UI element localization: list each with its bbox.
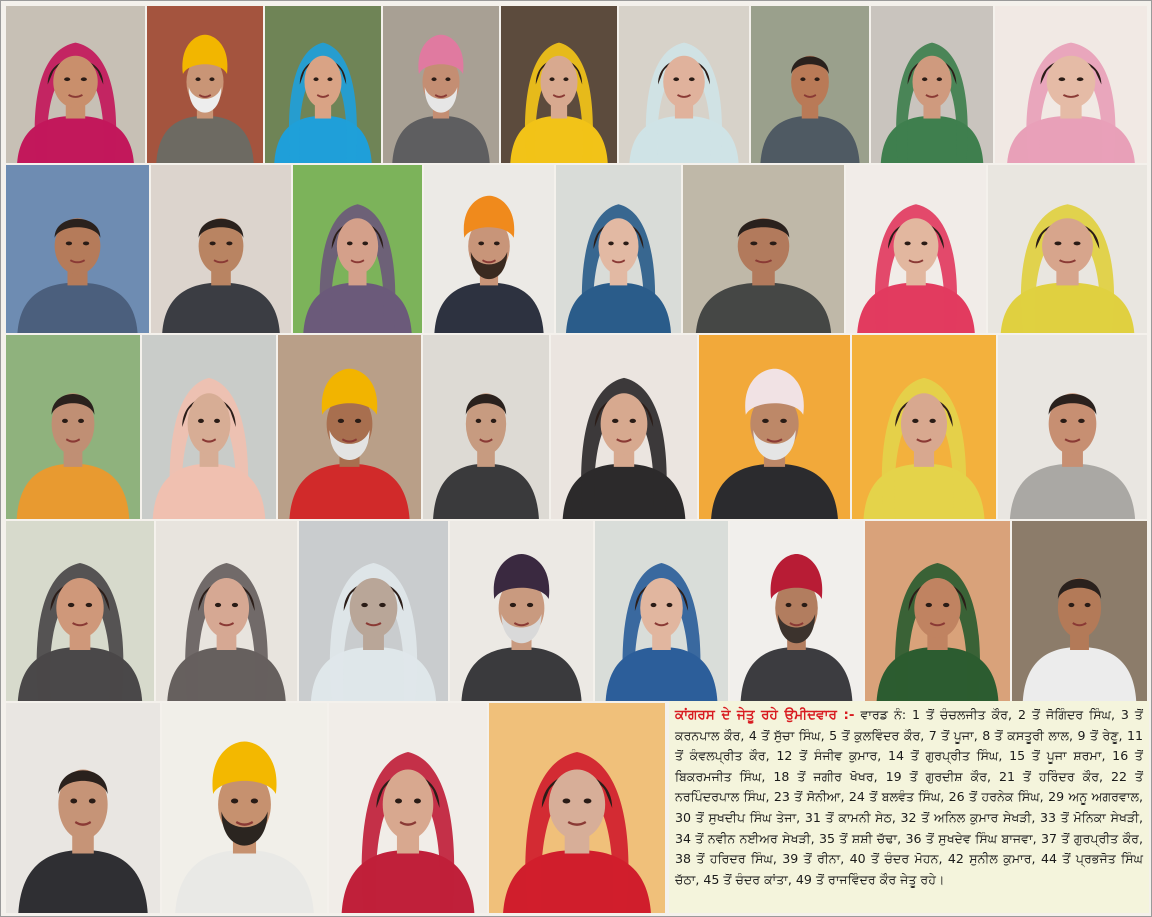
portrait-drawing [751,6,869,163]
candidate-photo [683,165,844,333]
portrait-drawing [871,6,993,163]
portrait-drawing [699,335,850,519]
candidate-photo [556,165,681,333]
caption-body: ਵਾਰਡ ਨੰ: 1 ਤੋਂ ਚੰਚਲਜੀਤ ਕੌਰ, 2 ਤੋਂ ਜੋਗਿੰਦਰ ਸਿੰਘ, 3 ਤੋਂ ਕਰਨਪਾਲ ਕੌਰ, 4 ਤੋਂ ਸੁੱਚਾ ਸਿੰਘ, 5 ਤੋਂ ਕੁਲਵਿੰਦਰ ਕੌਰ, 7 ਤੋਂ ਪੂਜਾ, 8 ਤੋਂ ਕਸਤੂਰੀ ਲਾਲ, 9 ਤੋਂ ਰੇਣੂ, 11 ਤੋਂ ਕੰਵਲਪ੍ਰੀਤ ਕੌਰ, 12 ਤੋਂ ਸੰਜੀਵ ਕੁਮਾਰ, 14 ਤੋਂ ਗੁਰਪ੍ਰੀਤ ਸਿੰਘ, 15 ਤੋਂ ਪੂਜਾ ਸ਼ਰਮਾ, 16 ਤੋਂ ਬਿਕਰਮਜੀਤ ਸਿੰਘ, 18 ਤੋਂ ਜਗੀਰ ਖੋਖਰ, 19 ਤੋਂ ਗੁਰਦੀਸ਼ ਕੌਰ, 21 ਤੋਂ ਹਰਿੰਦਰ ਕੌਰ, 22 ਤੋਂ ਨਰਪਿੰਦਰਪਾਲ ਸਿੰਘ, 23 ਤੋਂ ਸੋਨੀਆ, 24 ਤੋਂ ਬਲਵੰਤ ਸਿੰਘ, 26 ਤੋਂ ਹਰਨੇਕ ਸਿੰਘ, 29 ਅਨੂ ਅਗਰਵਾਲ, 30 ਤੋਂ ਸੁਖਦੀਪ ਸਿੰਘ ਤੇਜਾ, 31 ਤੋਂ ਕਾਮਨੀ ਸੇਠ, 32 ਤੋਂ ਅਨਿਲ ਕੁਮਾਰ ਸੇਖੜੀ, 33 ਤੋਂ ਮੋਨਿਕਾ ਸੇਖੜੀ, 34 ਤੋਂ ਨਵੀਨ ਨਈਅਰ ਸੇਖੜੀ, 35 ਤੋਂ ਸ਼ਸ਼ੀ ਚੱਢਾ, 36 ਤੋਂ ਸੁਖਦੇਵ ਸਿੰਘ ਬਾਜਵਾ, 37 ਤੋਂ ਗੁਰਪ੍ਰੀਤ ਕੌਰ, 38 ਤੋਂ ਹਰਿਦਰ ਸਿੰਘ, 39 ਤੋਂ ਰੀਨਾ, 40 ਤੋਂ ਚੰਦਰ ਮੋਹਨ, 42 ਸੁਨੀਲ ਕੁਮਾਰ, 44 ਤੋਂ ਪ੍ਰਭਜੋਤ ਸਿੰਘ ਚੱਠਾ, 45 ਤੋਂ ਚੰਦਰ ਕਾਂਤਾ, 49 ਤੋਂ ਰਾਜਵਿੰਦਰ ਕੌਰ ਜੇਤੂ ਰਹੇ। [675,707,1143,887]
candidate-photo [699,335,850,519]
candidate-photo [6,521,154,701]
candidate-photo [147,6,263,163]
portrait-drawing [988,165,1147,333]
candidate-photo [595,521,728,701]
candidate-photo [1012,521,1147,701]
candidate-photo [299,521,448,701]
portrait-drawing [6,6,145,163]
portrait-drawing [1012,521,1147,701]
candidate-photo [383,6,499,163]
candidate-photo [151,165,291,333]
winners-caption [669,701,1149,913]
portrait-drawing [846,165,986,333]
portrait-drawing [299,521,448,701]
candidate-photo [142,335,276,519]
portrait-drawing [450,521,593,701]
candidate-photo [995,6,1147,163]
portrait-drawing [278,335,421,519]
portrait-drawing [6,165,149,333]
candidate-photo [865,521,1010,701]
candidate-photo [6,165,149,333]
portrait-drawing [683,165,844,333]
candidate-photo [489,703,665,913]
candidate-photo [6,703,160,913]
candidate-photo [6,335,140,519]
candidate-photo [551,335,697,519]
candidate-photo [501,6,617,163]
winners-caption-text [675,705,1143,890]
candidate-photo [852,335,996,519]
portrait-drawing [265,6,381,163]
portrait-drawing [501,6,617,163]
portrait-drawing [6,703,160,913]
portrait-drawing [162,703,327,913]
portrait-drawing [142,335,276,519]
candidate-photo [278,335,421,519]
caption-title: ਕਾਂਗਰਸ ਦੇ ਜੇਤੂ ਰਹੇ ਉਮੀਦਵਾਰ :- [675,707,855,723]
portrait-drawing [619,6,749,163]
candidate-photo [998,335,1147,519]
portrait-drawing [998,335,1147,519]
portrait-drawing [995,6,1147,163]
portrait-drawing [147,6,263,163]
portrait-drawing [383,6,499,163]
candidate-photo [265,6,381,163]
candidate-photo [293,165,422,333]
candidate-photo [751,6,869,163]
candidate-photo [988,165,1147,333]
candidate-photo [846,165,986,333]
candidate-photo [162,703,327,913]
candidate-photo [871,6,993,163]
candidate-photo [423,335,549,519]
portrait-drawing [489,703,665,913]
portrait-drawing [730,521,863,701]
portrait-drawing [423,335,549,519]
candidate-photo [450,521,593,701]
portrait-drawing [865,521,1010,701]
portrait-drawing [556,165,681,333]
candidate-photo [424,165,554,333]
portrait-drawing [595,521,728,701]
portrait-drawing [156,521,297,701]
portrait-drawing [151,165,291,333]
candidate-photo [156,521,297,701]
candidate-photo [730,521,863,701]
portrait-drawing [551,335,697,519]
portrait-drawing [852,335,996,519]
portrait-drawing [329,703,487,913]
portrait-drawing [6,335,140,519]
candidate-photo [6,6,145,163]
portrait-drawing [424,165,554,333]
candidate-photo [329,703,487,913]
candidate-photo [619,6,749,163]
portrait-drawing [6,521,154,701]
portrait-drawing [293,165,422,333]
